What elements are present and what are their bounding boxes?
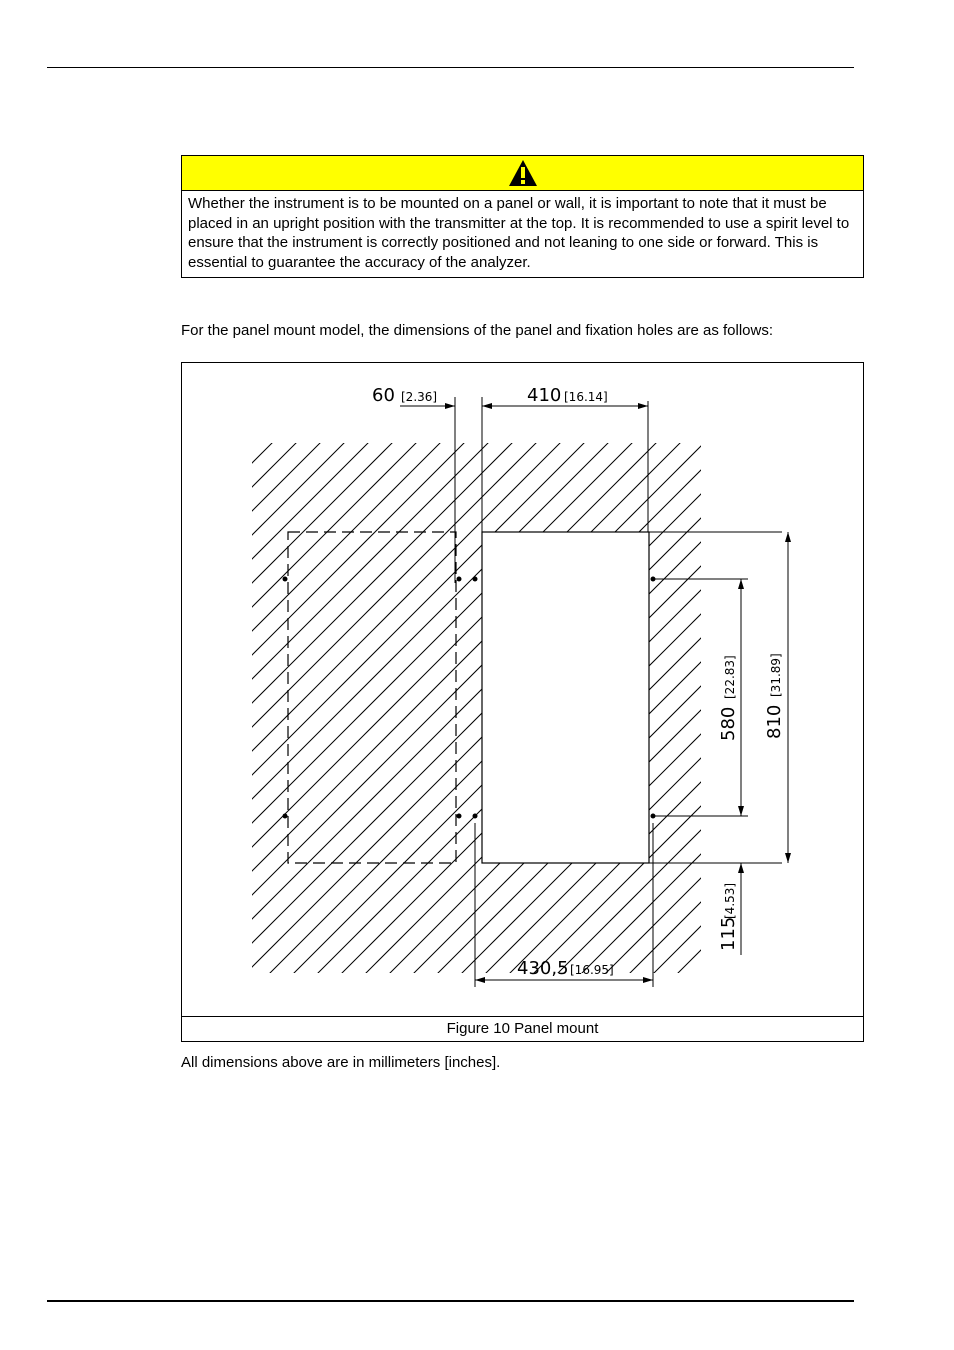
hatch-line (182, 413, 230, 1013)
dim-580-inch-label: [22.83] (723, 655, 737, 699)
hatch-line (734, 413, 863, 1013)
intro-paragraph: For the panel mount model, the dimensions of the panel and fixation holes are as follows: (181, 322, 774, 339)
hatch-line (182, 413, 758, 1013)
units-note: All dimensions above are in millimeters [inches]. (181, 1054, 501, 1071)
hatch-line (182, 413, 206, 1013)
dim-60-label: 60 (372, 385, 395, 406)
warning-text: Whether the instrument is to be mounted on a panel or wall, it is important to note that it must be placed in an upright position with the transmitter at the top. It is recommended to use a spirit level to ensure that the instrument is correctly positioned and not leaning to one side or forward. This is essential to guarantee the accuracy of the analyzer. (188, 195, 850, 271)
dim-810-inch-label: [31.89] (769, 653, 783, 697)
hatch-line (182, 413, 518, 1013)
dim-115-label: 115 (718, 916, 739, 951)
header-rule (47, 67, 854, 68)
dim-410-inch-label: [16.14] (564, 390, 608, 404)
dim-410-label: 410 (527, 385, 562, 406)
hatch-line (806, 413, 863, 1013)
dim-810-label: 810 (764, 704, 785, 739)
hatch-line (182, 413, 254, 1013)
dim-580-label: 580 (718, 706, 739, 741)
instrument-outline (288, 532, 456, 863)
footer-rule (47, 1300, 854, 1302)
panel-cutout (482, 532, 649, 863)
figure-box (181, 362, 864, 1042)
hatch-line (854, 413, 863, 1013)
figure-caption: Figure 10 Panel mount (182, 1016, 863, 1042)
dim-115-inch-label: [4.53] (723, 882, 737, 919)
dim-430-inch-label: [16.95] (570, 963, 614, 977)
panel-mount-drawing (182, 363, 863, 1016)
dim-60-inch-label: [2.36] (401, 390, 438, 404)
dim-430-label: 430,5 (517, 958, 569, 979)
warning-triangle-icon (508, 159, 538, 187)
hatch-line (830, 413, 863, 1013)
hatch-line (782, 413, 863, 1013)
hatch-line (182, 413, 278, 1013)
hatch-line (182, 413, 374, 1013)
hatch-line (182, 413, 326, 1013)
hatch-line (182, 413, 470, 1013)
hatch-line (638, 413, 863, 1013)
warning-box (181, 155, 864, 278)
warning-header (182, 156, 863, 191)
